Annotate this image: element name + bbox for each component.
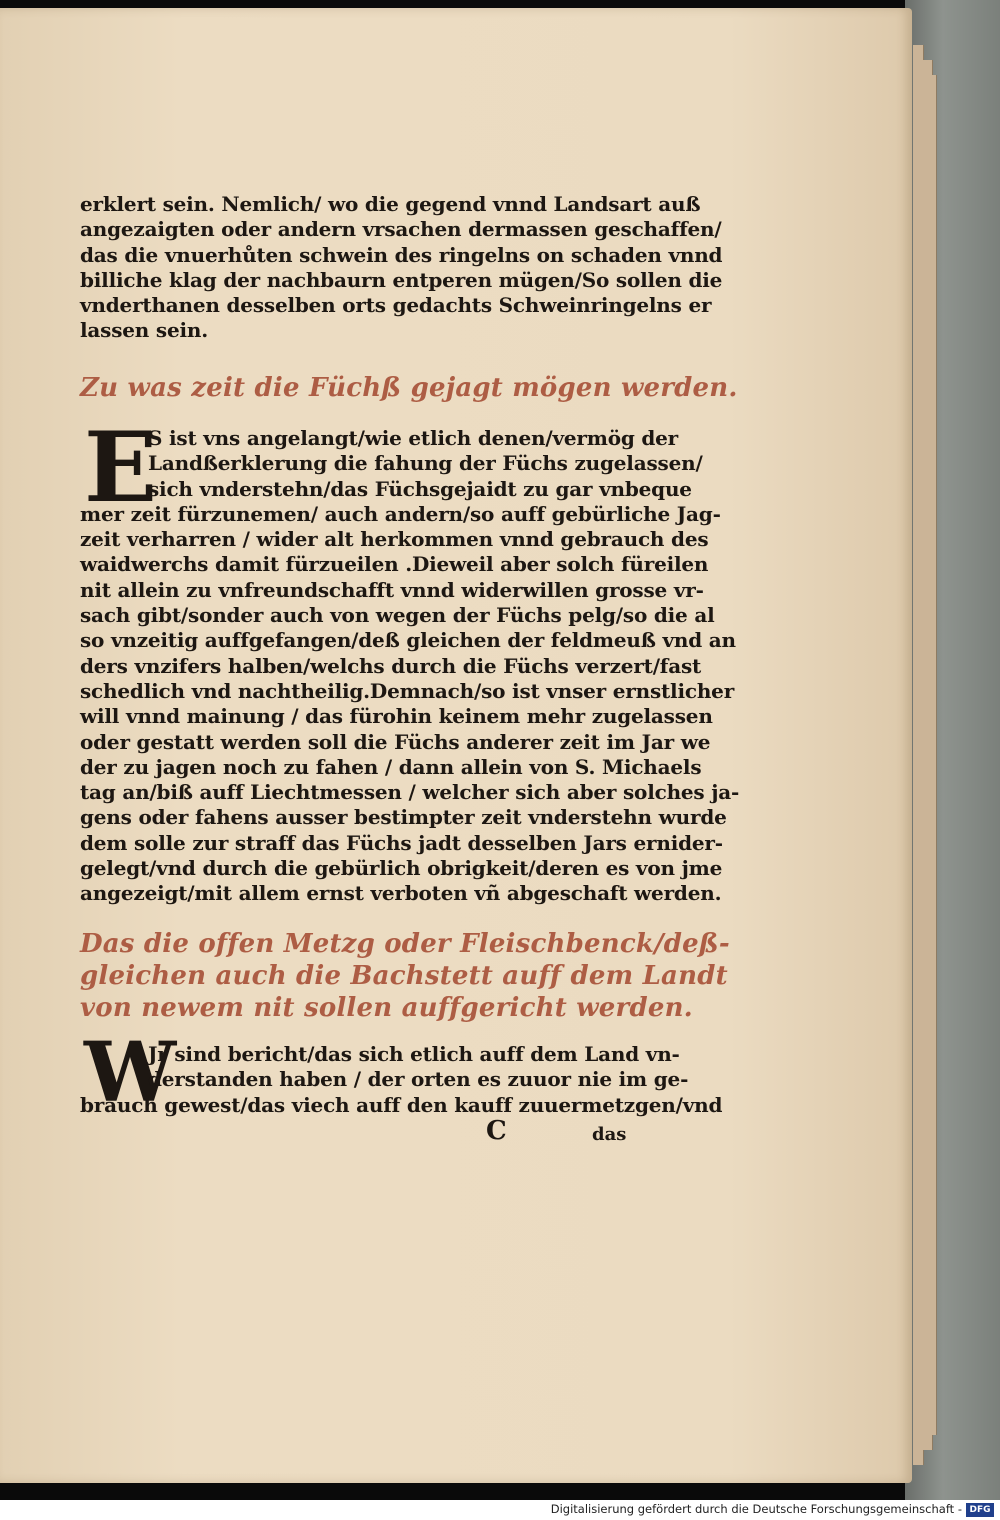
text-line: billiche klag der nachbaurn entperen mügen/So sollen die bbox=[80, 267, 723, 292]
text-line: sich vnderstehn/das Füchsgejaidt zu gar vnbeque bbox=[148, 476, 692, 501]
text-line: angezaigten oder andern vrsachen dermassen geschaffen/ bbox=[80, 217, 722, 242]
text-line: zeit verharren / wider alt herkommen vnnd gebrauch des bbox=[80, 527, 709, 552]
signature-mark: C bbox=[486, 1116, 507, 1146]
initial-letter: E bbox=[84, 411, 158, 524]
text-line: ders vnzifers halben/welchs durch die Füchs verzert/fast bbox=[80, 653, 702, 678]
text-line: vnderthanen desselben orts gedachts Schweinringelns er bbox=[80, 293, 712, 318]
initial-letter: W bbox=[84, 1025, 177, 1121]
paragraph-section-2 bbox=[80, 1042, 723, 1118]
section-heading bbox=[80, 928, 730, 1024]
text-line: gelegt/vnd durch die gebürlich obrigkeit/deren es von jme bbox=[80, 856, 723, 881]
text-line: gens oder fahens ausser bestimpter zeit vnderstehn wurde bbox=[80, 805, 727, 830]
heading-line: gleichen auch die Bachstett auff dem Landt bbox=[80, 961, 728, 991]
footer-bar bbox=[0, 1500, 1000, 1520]
text-line: sach gibt/sonder auch von wegen der Füchs pelg/so die al bbox=[80, 603, 715, 628]
text-line: so vnzeitig auffgefangen/deß gleichen der feldmeuß vnd an bbox=[80, 628, 736, 653]
dfg-logo: DFG bbox=[966, 1503, 994, 1517]
text-line: mer zeit fürzunemen/ auch andern/so auff gebürliche Jag- bbox=[80, 501, 721, 526]
text-line: tag an/biß auff Liechtmessen / welcher sich aber solches ja- bbox=[80, 780, 740, 805]
text-line: erklert sein. Nemlich/ wo die gegend vnnd Landsart auß bbox=[80, 192, 701, 216]
text-line: will vnnd mainung / das fürohin keinem mehr zugelassen bbox=[80, 704, 713, 729]
paragraph-top bbox=[80, 192, 723, 344]
book-page bbox=[0, 8, 912, 1483]
text-line: dem solle zur straff das Füchs jadt desselben Jars ernider- bbox=[80, 830, 723, 855]
text-line: S ist vns angelangt/wie etlich denen/vermög der bbox=[148, 426, 679, 450]
heading-line: Zu was zeit die Füchß gejagt mögen werden. bbox=[80, 373, 738, 403]
text-line: oder gestatt werden soll die Füchs anderer zeit im Jar we bbox=[80, 729, 711, 754]
text-line: lassen sein. bbox=[80, 318, 208, 343]
text-line: der zu jagen noch zu fahen / dann allein von S. Michaels bbox=[80, 754, 702, 779]
page-edge bbox=[930, 75, 937, 1435]
text-line: Landßerklerung die fahung der Füchs zugelassen/ bbox=[148, 451, 703, 476]
text-line: brauch gewest/das viech auff den kauff zuuermetzgen/vnd bbox=[80, 1092, 723, 1117]
text-line: derstanden haben / der orten es zuuor nie im ge- bbox=[148, 1067, 689, 1092]
section-heading bbox=[80, 372, 738, 404]
text-line: angezeigt/mit allem ernst verboten vñ abgeschaft werden. bbox=[80, 881, 722, 906]
text-line: waidwerchs damit fürzueilen .Dieweil aber solch füreilen bbox=[80, 552, 709, 577]
text-line: schedlich vnd nachtheilig.Demnach/so ist vnser ernstlicher bbox=[80, 678, 735, 703]
text-line: das die vnuerhůten schwein des ringelns on schaden vnnd bbox=[80, 242, 723, 267]
text-line: Jr sind bericht/das sich etlich auff dem Land vn- bbox=[148, 1042, 680, 1066]
funding-credit: Digitalisierung gefördert durch die Deutsche Forschungsgemeinschaft - bbox=[550, 1502, 962, 1516]
text-line: nit allein zu vnfreundschafft vnnd widerwillen grosse vr- bbox=[80, 577, 704, 602]
heading-line: von newem nit sollen auffgericht werden. bbox=[80, 993, 693, 1023]
catchword: das bbox=[592, 1124, 627, 1145]
paragraph-section-1 bbox=[80, 426, 740, 907]
heading-line: Das die offen Metzg oder Fleischbenck/deß- bbox=[80, 929, 730, 959]
